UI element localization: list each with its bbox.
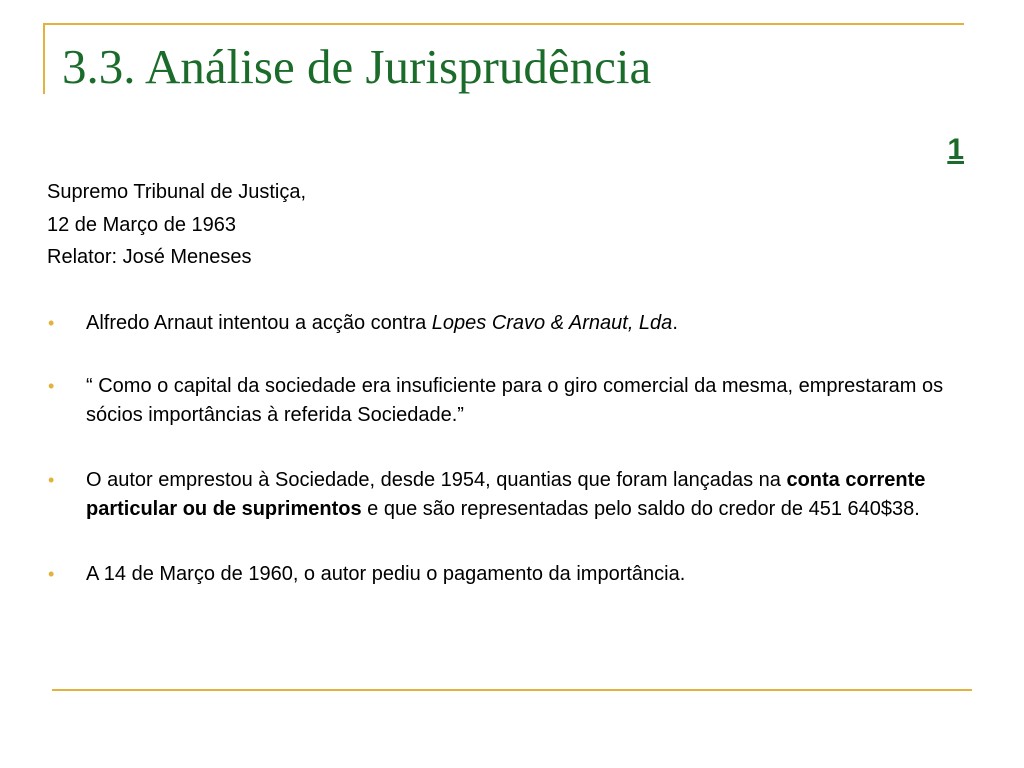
list-item xyxy=(48,466,968,524)
list-item xyxy=(48,372,968,430)
bullet-text: “ Como o capital da sociedade era insuficiente para o giro comercial da mesma, emprestaram os sócios importâncias à referida Sociedade.” xyxy=(86,375,944,426)
bullet-dot-icon: • xyxy=(48,564,55,584)
case-details xyxy=(47,176,306,274)
list-item xyxy=(48,309,968,338)
reporter-name: Relator: José Meneses xyxy=(47,246,252,268)
bullet-list xyxy=(48,309,968,589)
company-name: Lopes Cravo & Arnaut, Lda xyxy=(431,312,673,334)
court-name: Supremo Tribunal de Justiça, xyxy=(47,181,307,203)
slide-number-link[interactable]: 1 xyxy=(947,133,964,166)
bullet-dot-icon: • xyxy=(48,470,55,490)
bullet-text: A 14 de Março de 1960, o autor pediu o pagamento da importância. xyxy=(86,563,686,585)
bullet-text-end: . xyxy=(672,312,678,334)
left-divider xyxy=(43,23,45,94)
bottom-divider xyxy=(52,689,972,691)
bullet-text: Alfredo Arnaut intentou a acção contra xyxy=(86,312,432,334)
top-divider xyxy=(43,23,964,25)
bullet-dot-icon: • xyxy=(48,376,55,396)
bullet-text: O autor emprestou à Sociedade, desde 1954, quantias que foram lançadas na xyxy=(86,469,787,491)
bullet-text-end: e que são representadas pelo saldo do credor de 451 640$38. xyxy=(361,498,920,520)
bullet-dot-icon: • xyxy=(48,313,55,333)
decision-date: 12 de Março de 1963 xyxy=(47,213,237,236)
list-item xyxy=(48,560,968,589)
slide-title: 3.3. Análise de Jurisprudência xyxy=(62,39,652,94)
account-term: conta corrente particular ou de suprimentos xyxy=(86,469,926,520)
